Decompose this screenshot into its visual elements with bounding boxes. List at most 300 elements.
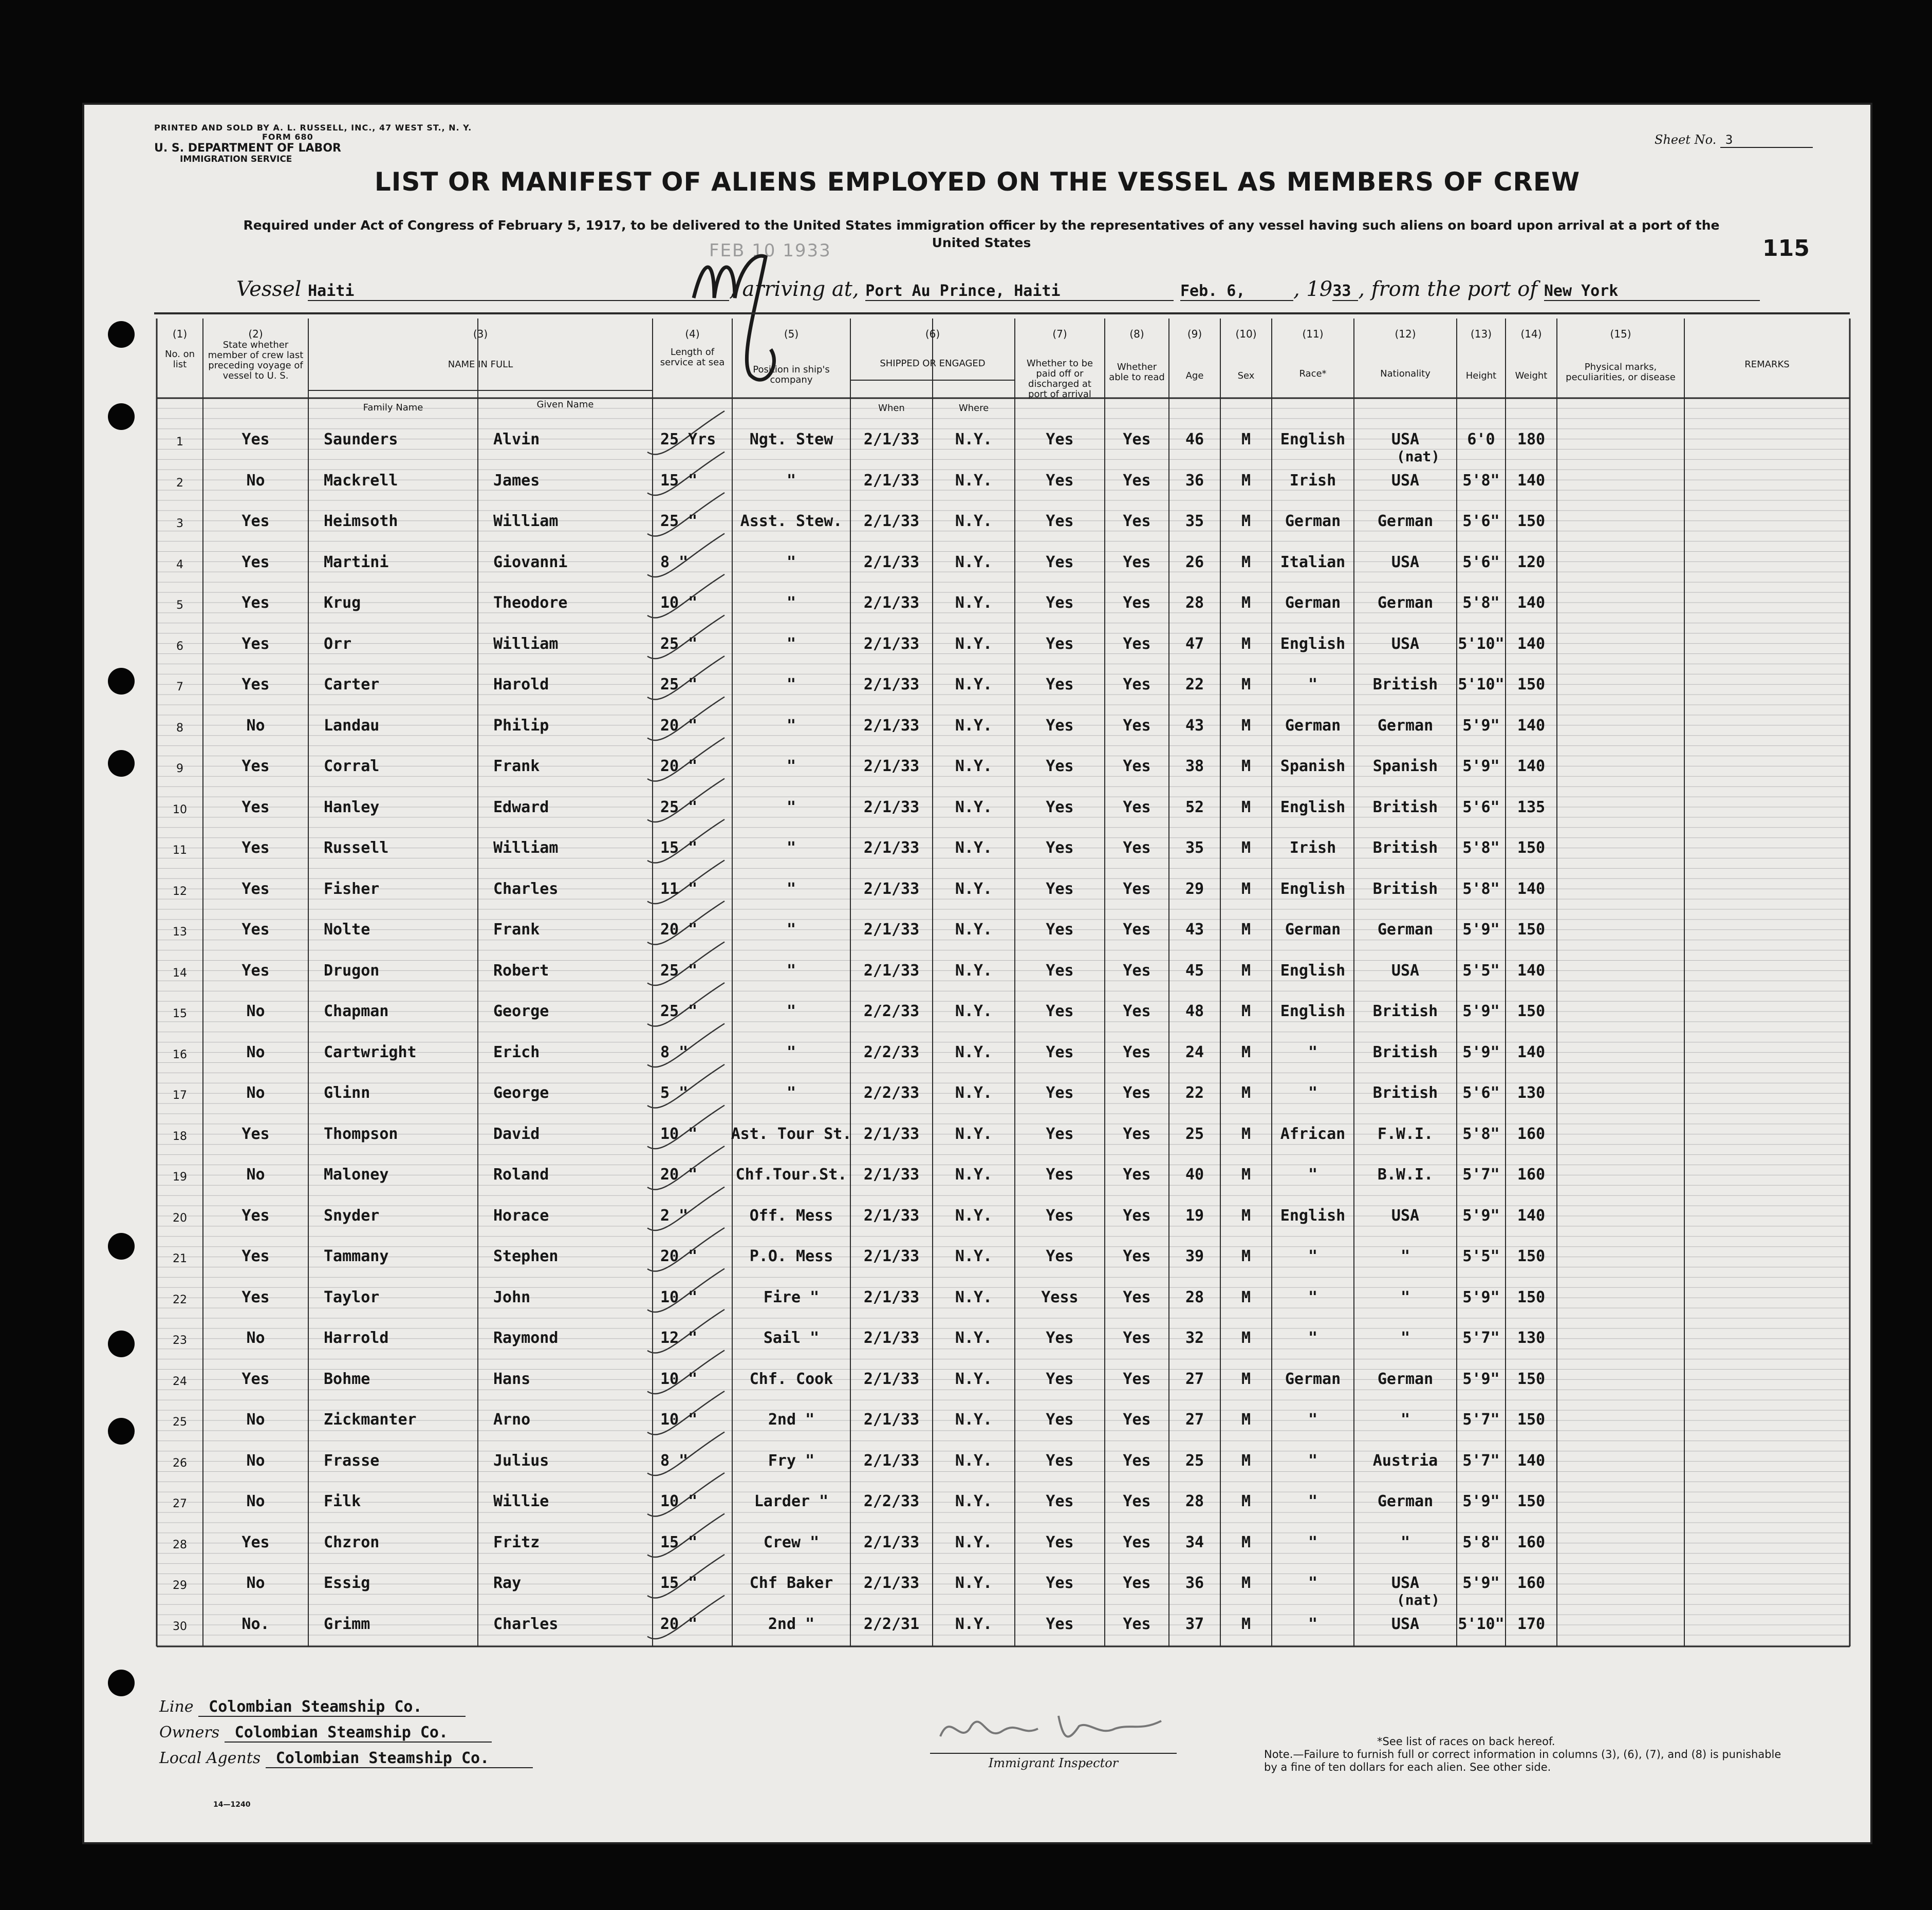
cell-age: 36 [1185, 471, 1204, 490]
cell-weight: 130 [1517, 1329, 1546, 1347]
header-when: When [878, 403, 905, 414]
cell-where: N.Y. [955, 1451, 993, 1470]
cell-race: " [1308, 676, 1318, 694]
cell-when: 2/1/33 [863, 839, 920, 857]
cell-row-number: 23 [173, 1334, 187, 1347]
cell-row-number: 18 [173, 1130, 187, 1143]
cell-age: 45 [1185, 961, 1204, 980]
cell-row-number: 9 [176, 762, 183, 775]
cell-race: " [1308, 1574, 1318, 1592]
cell-length: 15 " [660, 839, 698, 857]
cell-height: 5'6" [1462, 512, 1500, 530]
cell-height: 5'9" [1462, 716, 1500, 735]
cell-given-name: William [493, 512, 559, 530]
cell-race: Italian [1280, 553, 1346, 571]
cell-height: 5'6" [1462, 1084, 1500, 1102]
cell-nationality: USA [1391, 1615, 1420, 1633]
cell-race: Irish [1289, 471, 1336, 490]
cell-race: German [1285, 716, 1341, 735]
cell-height: 5'9" [1462, 1574, 1500, 1592]
cell-nationality: USA [1391, 471, 1420, 490]
cell-nationality: USA [1391, 430, 1420, 448]
sheet-number-value: 3 [1720, 133, 1813, 148]
cell-family-name: Fisher [324, 879, 380, 898]
cell-given-name: James [493, 471, 540, 490]
cell-height: 5'9" [1462, 1002, 1500, 1020]
cell-weight: 140 [1517, 716, 1546, 735]
cell-row-number: 12 [173, 885, 187, 898]
cell-height: 5'10" [1458, 1615, 1504, 1633]
cell-sex: M [1241, 839, 1251, 857]
cell-weight: 120 [1517, 553, 1546, 571]
cell-nationality: USA [1391, 1206, 1420, 1225]
cell-row-number: 3 [176, 517, 183, 530]
manifest-sheet [82, 103, 1872, 1844]
cell-length: 25 " [660, 1002, 698, 1020]
cell-able-read: Yes [1123, 1043, 1151, 1061]
cell-where: N.Y. [955, 798, 993, 816]
cell-row-number: 27 [173, 1497, 187, 1510]
cell-able-read: Yes [1123, 676, 1151, 694]
cell-weight: 140 [1517, 634, 1546, 653]
cell-last-voyage: No [246, 1411, 265, 1429]
cell-paid-off: Yes [1046, 1451, 1074, 1470]
cell-nationality: German [1377, 1492, 1434, 1510]
cell-age: 39 [1185, 1247, 1204, 1265]
header-physical: Physical marks, peculiarities, or disease [1566, 362, 1676, 383]
cell-length: 10 " [660, 1125, 698, 1143]
cell-when: 2/1/33 [863, 553, 920, 571]
header-able-read: Whether able to read [1109, 362, 1165, 383]
cell-weight: 160 [1517, 1574, 1546, 1592]
cell-length: 20 " [660, 716, 698, 735]
cell-weight: 160 [1517, 1166, 1546, 1184]
cell-weight: 150 [1517, 1288, 1546, 1306]
cell-last-voyage: Yes [242, 594, 270, 612]
cell-able-read: Yes [1123, 594, 1151, 612]
cell-weight: 160 [1517, 1125, 1546, 1143]
cell-row-number: 8 [176, 721, 183, 735]
cell-when: 2/1/33 [863, 1166, 920, 1184]
cell-given-name: George [493, 1084, 549, 1102]
cell-length: 20 " [660, 1615, 698, 1633]
cell-paid-off: Yes [1046, 1370, 1074, 1388]
cell-age: 25 [1185, 1125, 1204, 1143]
cell-able-read: Yes [1123, 471, 1151, 490]
cell-row-number: 28 [173, 1538, 187, 1551]
cell-race: English [1280, 1206, 1346, 1225]
cell-nationality: " [1400, 1329, 1410, 1347]
cell-family-name: Glinn [324, 1084, 370, 1102]
cell-row-number: 10 [173, 803, 187, 816]
cell-able-read: Yes [1123, 1370, 1151, 1388]
cell-weight: 150 [1517, 921, 1546, 939]
cell-where: N.Y. [955, 512, 993, 530]
cell-able-read: Yes [1123, 1533, 1151, 1551]
cell-age: 38 [1185, 757, 1204, 775]
cell-family-name: Taylor [324, 1288, 380, 1306]
cell-able-read: Yes [1123, 1288, 1151, 1306]
cell-able-read: Yes [1123, 1492, 1151, 1510]
cell-age: 28 [1185, 1492, 1204, 1510]
cell-race: " [1308, 1329, 1318, 1347]
service-name: IMMIGRATION SERVICE [180, 154, 292, 164]
header-where: Where [958, 403, 989, 414]
cell-when: 2/1/33 [863, 798, 920, 816]
cell-row-number: 1 [176, 436, 183, 448]
cell-sex: M [1241, 594, 1251, 612]
cell-length: 25 Yrs [660, 430, 716, 448]
cell-race: German [1285, 1370, 1341, 1388]
cell-age: 37 [1185, 1615, 1204, 1633]
footnote [1264, 1735, 1788, 1774]
cell-sex: M [1241, 1533, 1251, 1551]
cell-height: 5'9" [1462, 921, 1500, 939]
cell-race: German [1285, 512, 1341, 530]
cell-where: N.Y. [955, 1002, 993, 1020]
agents-value: Colombian Steamship Co. [266, 1749, 533, 1768]
cell-weight: 160 [1517, 1533, 1546, 1551]
cell-weight: 130 [1517, 1084, 1546, 1102]
cell-height: 5'5" [1462, 1247, 1500, 1265]
cell-length: 8 " [660, 553, 689, 571]
cell-length: 25 " [660, 676, 698, 694]
cell-position: Chf.Tour.St. [735, 1166, 847, 1184]
column-number: (11) [1302, 328, 1324, 340]
cell-length: 25 " [660, 634, 698, 653]
cell-race: " [1308, 1288, 1318, 1306]
page-title: LIST OR MANIFEST OF ALIENS EMPLOYED ON THE VESSEL AS MEMBERS OF CREW [374, 167, 1581, 197]
cell-family-name: Harrold [324, 1329, 389, 1347]
cell-given-name: Raymond [493, 1329, 559, 1347]
cell-when: 2/2/33 [863, 1084, 920, 1102]
cell-row-number: 17 [173, 1089, 187, 1102]
cell-when: 2/1/33 [863, 879, 920, 898]
cell-last-voyage: Yes [242, 430, 270, 448]
cell-nationality: German [1377, 1370, 1434, 1388]
cell-last-voyage: No [246, 471, 265, 490]
cell-sex: M [1241, 1043, 1251, 1061]
cell-able-read: Yes [1123, 961, 1151, 980]
cell-sex: M [1241, 553, 1251, 571]
cell-where: N.Y. [955, 1411, 993, 1429]
cell-weight: 140 [1517, 594, 1546, 612]
cell-weight: 140 [1517, 879, 1546, 898]
page-number: 115 [1762, 235, 1810, 261]
cell-row-number: 21 [173, 1252, 187, 1265]
vessel-name: Haiti [308, 282, 729, 301]
cell-when: 2/1/33 [863, 757, 920, 775]
cell-able-read: Yes [1123, 1166, 1151, 1184]
cell-length: 25 " [660, 512, 698, 530]
cell-last-voyage: Yes [242, 1533, 270, 1551]
cell-paid-off: Yes [1046, 553, 1074, 571]
cell-where: N.Y. [955, 1043, 993, 1061]
cell-where: N.Y. [955, 634, 993, 653]
cell-family-name: Heimsoth [324, 512, 398, 530]
agents-field [159, 1749, 533, 1768]
cell-last-voyage: No [246, 1084, 265, 1102]
cell-height: 5'9" [1462, 1492, 1500, 1510]
cell-length: 25 " [660, 798, 698, 816]
cell-nationality: USA [1391, 634, 1420, 653]
cell-able-read: Yes [1123, 921, 1151, 939]
cell-race: " [1308, 1492, 1318, 1510]
owners-value: Colombian Steamship Co. [225, 1724, 492, 1743]
column-number: (6) [925, 328, 940, 340]
cell-given-name: Frank [493, 921, 540, 939]
cell-position: Crew " [763, 1533, 820, 1551]
cell-able-read: Yes [1123, 512, 1151, 530]
cell-given-name: William [493, 839, 559, 857]
cell-where: N.Y. [955, 1125, 993, 1143]
cell-age: 28 [1185, 594, 1204, 612]
cell-given-name: John [493, 1288, 531, 1306]
cell-length: 15 " [660, 1533, 698, 1551]
cell-family-name: Martini [324, 553, 389, 571]
cell-sex: M [1241, 716, 1251, 735]
header-weight: Weight [1515, 370, 1548, 381]
cell-given-name: Willie [493, 1492, 549, 1510]
cell-sex: M [1241, 1451, 1251, 1470]
arriving-port: Port Au Prince, Haiti [865, 282, 1174, 301]
cell-sex: M [1241, 757, 1251, 775]
cell-when: 2/1/33 [863, 1288, 920, 1306]
cell-race: English [1280, 961, 1346, 980]
cell-weight: 150 [1517, 1002, 1546, 1020]
cell-sex: M [1241, 1084, 1251, 1102]
cell-given-name: Charles [493, 879, 559, 898]
cell-sex: M [1241, 1247, 1251, 1265]
cell-sex: M [1241, 471, 1251, 490]
cell-height: 5'7" [1462, 1329, 1500, 1347]
line-field [159, 1698, 466, 1717]
cell-given-name: Horace [493, 1206, 549, 1225]
cell-family-name: Drugon [324, 961, 380, 980]
header-name-in-full: NAME IN FULL [448, 359, 513, 370]
cell-height: 5'7" [1462, 1411, 1500, 1429]
cell-length: 11 " [660, 879, 698, 898]
cell-race: German [1285, 921, 1341, 939]
cell-when: 2/1/33 [863, 1451, 920, 1470]
cell-weight: 140 [1517, 1043, 1546, 1061]
cell-nationality: British [1372, 839, 1438, 857]
cell-position: " [786, 798, 796, 816]
cell-age: 28 [1185, 1288, 1204, 1306]
cell-able-read: Yes [1123, 757, 1151, 775]
cell-weight: 150 [1517, 1247, 1546, 1265]
cell-paid-off: Yes [1046, 430, 1074, 448]
cell-paid-off: Yes [1046, 1533, 1074, 1551]
cell-position: " [786, 676, 796, 694]
requirement-text: Required under Act of Congress of February 5, 1917, to be delivered to the United States immigration officer by the representatives of any vessel having such aliens on board upon arrival at a port of the United States [243, 218, 1720, 250]
cell-able-read: Yes [1123, 1206, 1151, 1225]
cell-paid-off: Yes [1046, 1247, 1074, 1265]
cell-family-name: Nolte [324, 921, 370, 939]
cell-last-voyage: Yes [242, 512, 270, 530]
cell-paid-off: Yes [1046, 879, 1074, 898]
cell-position: 2nd " [768, 1411, 815, 1429]
cell-last-voyage: Yes [242, 757, 270, 775]
cell-position: " [786, 839, 796, 857]
column-number: (4) [685, 328, 700, 340]
cell-last-voyage: Yes [242, 1247, 270, 1265]
cell-family-name: Chzron [324, 1533, 380, 1551]
cell-row-number: 29 [173, 1579, 187, 1592]
cell-last-voyage: Yes [242, 1288, 270, 1306]
cell-given-name: Erich [493, 1043, 540, 1061]
cell-last-voyage: Yes [242, 798, 270, 816]
cell-given-name: Giovanni [493, 553, 568, 571]
cell-where: N.Y. [955, 1166, 993, 1184]
cell-given-name: Theodore [493, 594, 568, 612]
cell-length: 10 " [660, 1411, 698, 1429]
cell-race: English [1280, 1002, 1346, 1020]
arriving-label: , arriving at, [729, 277, 859, 301]
cell-paid-off: Yes [1046, 676, 1074, 694]
cell-length: 8 " [660, 1451, 689, 1470]
cell-length: 20 " [660, 1247, 698, 1265]
cell-race: African [1280, 1125, 1346, 1143]
cell-nat-note: (nat) [1396, 1591, 1440, 1608]
column-number: (10) [1235, 328, 1257, 340]
header-sex: Sex [1237, 370, 1255, 381]
cell-nationality: German [1377, 594, 1434, 612]
cell-position: " [786, 1043, 796, 1061]
cell-paid-off: Yes [1046, 961, 1074, 980]
cell-when: 2/2/31 [863, 1615, 920, 1633]
cell-when: 2/1/33 [863, 594, 920, 612]
cell-paid-off: Yes [1046, 839, 1074, 857]
cell-height: 5'9" [1462, 1288, 1500, 1306]
cell-last-voyage: Yes [242, 961, 270, 980]
header-position: Position in ship's company [753, 364, 830, 385]
cell-row-number: 24 [173, 1375, 187, 1388]
cell-nationality: British [1372, 798, 1438, 816]
cell-weight: 180 [1517, 430, 1546, 448]
cell-where: N.Y. [955, 1206, 993, 1225]
sheet-number-label: Sheet No. [1655, 133, 1717, 147]
cell-when: 2/1/33 [863, 1206, 920, 1225]
cell-family-name: Russell [324, 839, 389, 857]
cell-position: " [786, 1084, 796, 1102]
cell-height: 5'8" [1462, 1125, 1500, 1143]
cell-given-name: Charles [493, 1615, 559, 1633]
cell-sex: M [1241, 634, 1251, 653]
cell-length: 25 " [660, 961, 698, 980]
cell-family-name: Chapman [324, 1002, 389, 1020]
cell-height: 5'9" [1462, 1043, 1500, 1061]
cell-row-number: 22 [173, 1293, 187, 1306]
cell-race: " [1308, 1451, 1318, 1470]
cell-length: 20 " [660, 1166, 698, 1184]
cell-family-name: Mackrell [324, 471, 398, 490]
cell-able-read: Yes [1123, 879, 1151, 898]
cell-weight: 140 [1517, 471, 1546, 490]
cell-height: 6'0 [1467, 430, 1495, 448]
cell-nationality: British [1372, 1084, 1438, 1102]
header-given-name: Given Name [536, 399, 594, 410]
cell-nationality: British [1372, 676, 1438, 694]
cell-able-read: Yes [1123, 1125, 1151, 1143]
cell-paid-off: Yes [1046, 1574, 1074, 1592]
cell-age: 26 [1185, 553, 1204, 571]
cell-age: 43 [1185, 921, 1204, 939]
cell-position: Fire " [763, 1288, 820, 1306]
cell-given-name: Philip [493, 716, 549, 735]
date-stamp: FEB 10 1933 [709, 240, 831, 261]
cell-race: Irish [1289, 839, 1336, 857]
cell-position: " [786, 553, 796, 571]
cell-where: N.Y. [955, 716, 993, 735]
cell-able-read: Yes [1123, 1247, 1151, 1265]
cell-length: 15 " [660, 1574, 698, 1592]
cell-weight: 140 [1517, 1451, 1546, 1470]
cell-age: 35 [1185, 512, 1204, 530]
cell-position: Larder " [754, 1492, 829, 1510]
cell-age: 46 [1185, 430, 1204, 448]
cell-where: N.Y. [955, 553, 993, 571]
cell-age: 47 [1185, 634, 1204, 653]
cell-last-voyage: Yes [242, 1370, 270, 1388]
cell-when: 2/1/33 [863, 961, 920, 980]
cell-family-name: Orr [324, 634, 352, 653]
cell-height: 5'8" [1462, 471, 1500, 490]
header-length-service: Length of service at sea [660, 347, 725, 368]
cell-able-read: Yes [1123, 1615, 1151, 1633]
header-no-on-list: No. on list [164, 349, 195, 370]
cell-where: N.Y. [955, 757, 993, 775]
header-shipped: SHIPPED OR ENGAGED [880, 358, 986, 369]
cell-length: 15 " [660, 471, 698, 490]
cell-family-name: Bohme [324, 1370, 370, 1388]
cell-paid-off: Yes [1046, 634, 1074, 653]
cell-when: 2/2/33 [863, 1002, 920, 1020]
cell-sex: M [1241, 1206, 1251, 1225]
header-state-whether: State whether member of crew last preceding voyage of vessel to U. S. [208, 340, 304, 381]
cell-where: N.Y. [955, 1288, 993, 1306]
cell-given-name: Arno [493, 1411, 531, 1429]
cell-given-name: Julius [493, 1451, 549, 1470]
cell-when: 2/1/33 [863, 1370, 920, 1388]
cell-race: English [1280, 430, 1346, 448]
column-number: (3) [473, 328, 488, 340]
cell-when: 2/2/33 [863, 1043, 920, 1061]
header-race: Race* [1299, 368, 1327, 379]
cell-position: Chf. Cook [749, 1370, 833, 1388]
cell-last-voyage: Yes [242, 879, 270, 898]
cell-paid-off: Yes [1046, 471, 1074, 490]
cell-last-voyage: No [246, 1166, 265, 1184]
column-number: (15) [1610, 328, 1631, 340]
cell-nationality: British [1372, 1043, 1438, 1061]
cell-row-number: 5 [176, 599, 183, 612]
cell-position: " [786, 594, 796, 612]
cell-where: N.Y. [955, 676, 993, 694]
cell-length: 8 " [660, 1043, 689, 1061]
cell-sex: M [1241, 1002, 1251, 1020]
cell-race: English [1280, 879, 1346, 898]
cell-sex: M [1241, 1411, 1251, 1429]
cell-paid-off: Yes [1046, 1166, 1074, 1184]
cell-where: N.Y. [955, 1574, 993, 1592]
cell-position: " [786, 471, 796, 490]
cell-sex: M [1241, 1615, 1251, 1633]
cell-weight: 150 [1517, 1492, 1546, 1510]
cell-height: 5'8" [1462, 839, 1500, 857]
cell-given-name: George [493, 1002, 549, 1020]
cell-paid-off: Yes [1046, 716, 1074, 735]
